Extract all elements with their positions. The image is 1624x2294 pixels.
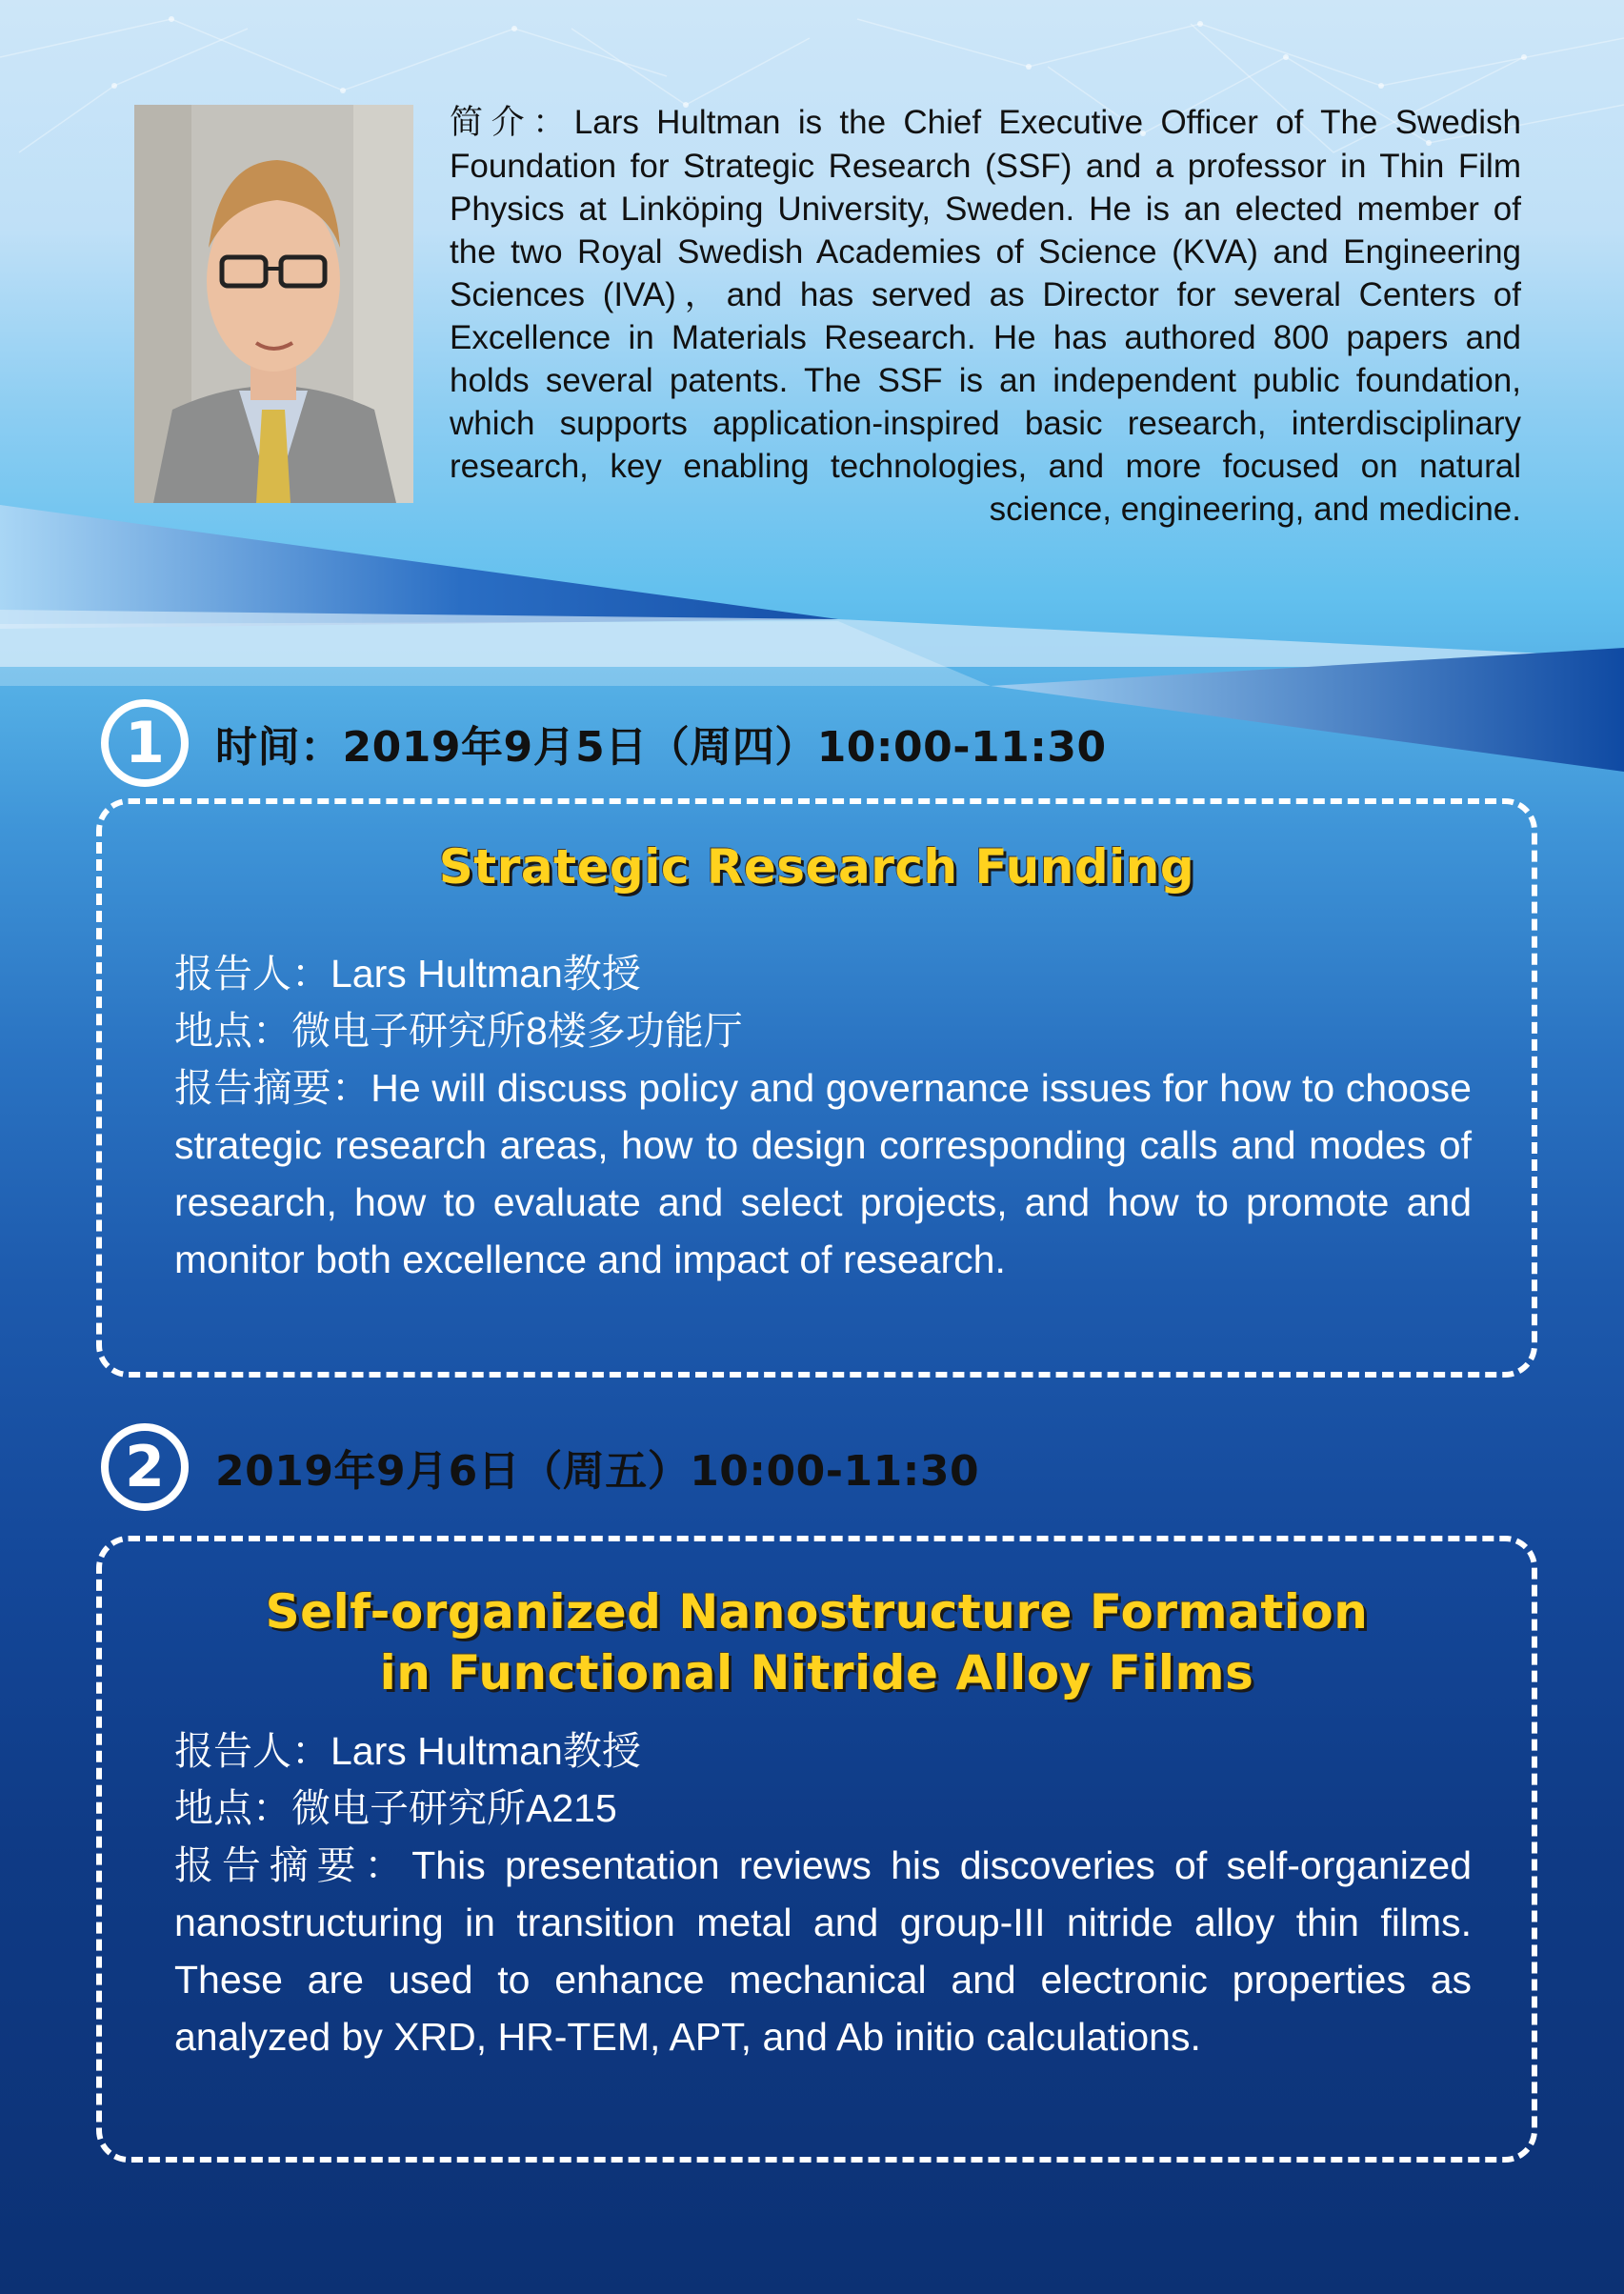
location-label: 地点： xyxy=(174,1008,291,1054)
talk-1-time: 时间：2019年9月5日（周四）10:00-11:30 xyxy=(215,723,1107,772)
location-value: 微电子研究所8楼多功能厅 xyxy=(291,1009,743,1053)
bio-text: Lars Hultman is the Chief Executive Officer of The Swedish Foundation for Strategic Research (SSF) and a professor in Thin Film Physics at Linköping University, Sweden. He is an elected member of the two Royal Swedish Academies of Science (KVA) and Engineering Sciences (IVA)，and has served as Director for several Centers of Excellence in Materials Research. He has authored 800 papers and holds several patents. The SSF is an independent public foundation, which supports application-inspired basic research, interdisciplinary research, key enabling technologies, and more focused on natural science, engineering, and medicine. xyxy=(450,104,1521,528)
talk-2-title xyxy=(102,1581,1532,1703)
speaker-label: 报告人： xyxy=(174,951,331,996)
talk-1-title xyxy=(102,836,1532,897)
bio-prefix: 简介： xyxy=(450,104,574,142)
talk-2-speaker xyxy=(174,1722,1472,1780)
speaker-label: 报告人： xyxy=(174,1728,331,1774)
abstract-text: This presentation reviews his discoveries of self-organized nanostructuring in transition metal and group-III nitride alloy thin films. These are used to enhance mechanical and electronic properties as analyzed by XRD, HR-TEM, APT, and Ab initio calculations. xyxy=(174,1843,1473,2059)
abstract-label: 报告摘要： xyxy=(174,1065,371,1111)
abstract-label: 报告摘要： xyxy=(174,1842,412,1888)
talk-1-panel xyxy=(96,798,1537,1378)
talk-2-location xyxy=(174,1780,1472,1837)
talk-1-header xyxy=(101,695,1107,791)
talk-1-abstract xyxy=(174,1059,1472,1288)
speaker-bio xyxy=(450,101,1521,531)
speaker-name: Lars Hultman教授 xyxy=(331,952,641,996)
talk-2-time: 2019年9月6日（周五）10:00-11:30 xyxy=(215,1447,980,1496)
speaker-name: Lars Hultman教授 xyxy=(331,1729,641,1773)
speaker-portrait xyxy=(134,105,413,503)
wave-highlight xyxy=(0,621,991,686)
talk-1-location xyxy=(174,1002,1472,1059)
talk-1-title-line: Strategic Research Funding xyxy=(438,839,1195,895)
location-label: 地点： xyxy=(174,1785,291,1831)
talk-2-header xyxy=(101,1419,979,1515)
talk-2-abstract xyxy=(174,1837,1472,2065)
talk-2-number-badge: 2 xyxy=(101,1423,189,1511)
talk-2-title-line: Self-organized Nanostructure Formation xyxy=(265,1584,1369,1640)
talk-1-speaker xyxy=(174,945,1472,1002)
talk-2-panel xyxy=(96,1536,1537,2163)
talk-1-number-badge: 1 xyxy=(101,699,189,787)
abstract-text: He will discuss policy and governance issues for how to choose strategic research areas, how to design corresponding calls and modes of research, how to evaluate and select projects, and how to promote and monitor both excellence and impact of research. xyxy=(174,1066,1472,1281)
location-value: 微电子研究所A215 xyxy=(291,1786,617,1830)
talk-2-title-line: in Functional Nitride Alloy Films xyxy=(379,1645,1254,1700)
